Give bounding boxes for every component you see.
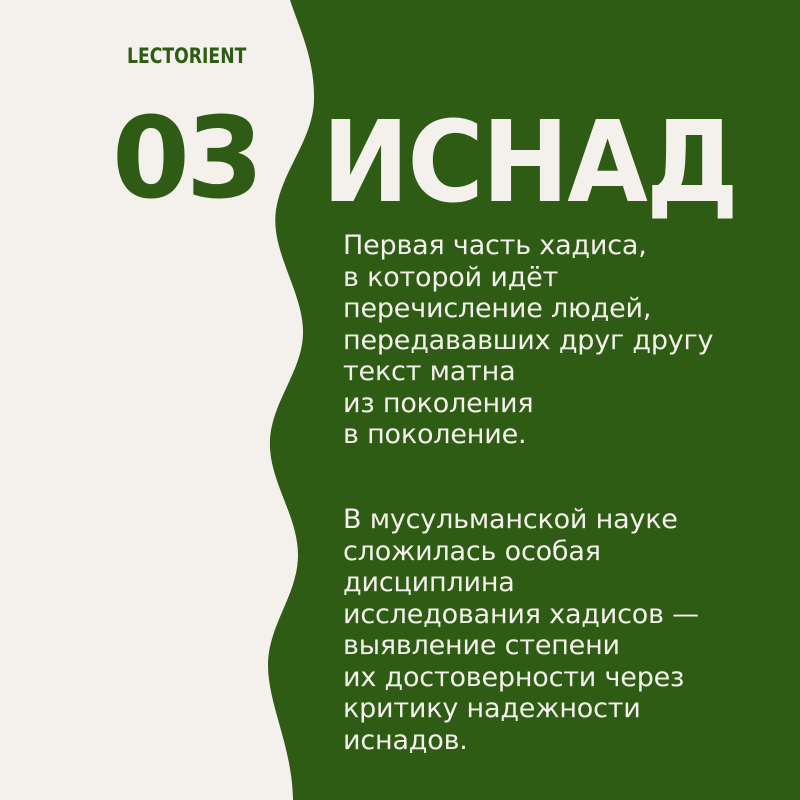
paragraph-line: передававших друг другу [343, 324, 714, 356]
explanation-paragraph [343, 504, 699, 756]
paragraph-line: в которой идёт [343, 261, 559, 293]
paragraph-line: В мусульманской науке [343, 504, 678, 535]
definition-paragraph [343, 230, 713, 451]
paragraph-line: иснадов. [343, 724, 468, 756]
paragraph-line: исследования хадисов — [343, 598, 699, 630]
paragraph-line: Первая часть хадиса, [343, 230, 647, 261]
paragraph-line: текст матна [343, 356, 516, 387]
paragraph-line: сложилась особая [343, 535, 601, 567]
section-number: 03 [112, 94, 260, 224]
paragraph-line: из поколения [343, 387, 534, 419]
paragraph-line: критику надежности [343, 693, 641, 724]
paragraph-line: их достоверности через [343, 661, 685, 693]
paragraph-line: в поколение. [343, 419, 527, 450]
paragraph-line: выявление степени [343, 630, 620, 661]
paragraph-line: дисциплина [343, 567, 515, 598]
term-title: ИСНАД [322, 98, 737, 228]
paragraph-line: перечисление людей, [343, 293, 652, 324]
brand-logo-text: LECTORIENT [127, 44, 247, 68]
